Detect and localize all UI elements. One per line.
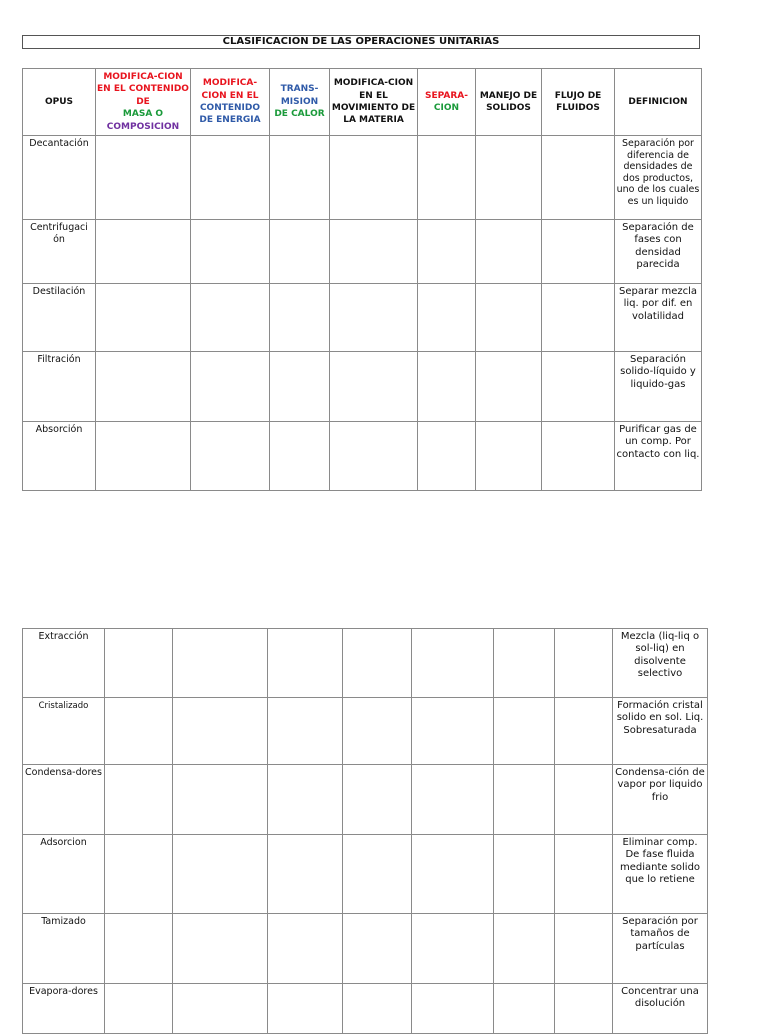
table-row <box>23 765 708 835</box>
table-row <box>23 698 708 765</box>
operation-name: Absorción <box>23 422 96 491</box>
header-masa-a: MODIFICA-CION EN EL CONTENIDO DE <box>97 72 189 107</box>
table-row <box>23 284 702 352</box>
table-row <box>23 136 702 220</box>
operation-definition: Separación por diferencia de densidades de dos productos, uno de los cuales es un liquido <box>615 136 702 220</box>
operation-name: Extracción <box>23 629 105 698</box>
operation-definition: Purificar gas de un comp. Por contacto con liq. <box>615 422 702 491</box>
header-solidos: MANEJO DE SOLIDOS <box>476 69 542 136</box>
header-calor-b: DE CALOR <box>274 109 325 120</box>
header-energia-b: CONTENIDO DE ENERGIA <box>199 103 261 126</box>
operation-name: Destilación <box>23 284 96 352</box>
operation-definition: Mezcla (liq-liq o sol-liq) en disolvente selectivo <box>613 629 708 698</box>
operation-definition: Separar mezcla liq. por dif. en volatilidad <box>615 284 702 352</box>
header-separacion-b: CION <box>433 103 460 114</box>
operations-table-2 <box>22 628 708 1034</box>
header-separacion <box>418 69 476 136</box>
operation-name: Evapora-dores <box>23 984 105 1034</box>
header-definicion: DEFINICION <box>615 69 702 136</box>
operation-definition: Formación cristal solido en sol. Liq. Sobresaturada <box>613 698 708 765</box>
operation-definition: Condensa-ción de vapor por liquido frio <box>613 765 708 835</box>
operation-name: Cristalizado <box>23 698 105 765</box>
operation-definition: Eliminar comp. De fase fluida mediante solido que lo retiene <box>613 835 708 914</box>
table-row <box>23 629 708 698</box>
operation-definition: Separación solido-líquido y liquido-gas <box>615 352 702 422</box>
operation-name: Filtración <box>23 352 96 422</box>
operation-definition: Separación de fases con densidad parecida <box>615 220 702 284</box>
header-calor-a: TRANS-MISION <box>280 84 319 107</box>
table-row <box>23 422 702 491</box>
header-movimiento: MODIFICA-CION EN EL MOVIMIENTO DE LA MATERIA <box>330 69 418 136</box>
table-row <box>23 220 702 284</box>
operation-name: Tamizado <box>23 914 105 984</box>
header-calor <box>270 69 330 136</box>
table-row <box>23 914 708 984</box>
header-separacion-a: SEPARA- <box>425 90 468 101</box>
header-energia-a: MODIFICA-CION EN EL <box>201 78 259 101</box>
table-row <box>23 352 702 422</box>
header-energia <box>191 69 270 136</box>
operation-definition: Separación por tamaños de partículas <box>613 914 708 984</box>
table-row <box>23 984 708 1034</box>
header-masa <box>96 69 191 136</box>
header-row <box>23 69 702 136</box>
table-row <box>23 835 708 914</box>
header-masa-b: MASA O <box>122 109 164 120</box>
header-masa-c: COMPOSICION <box>106 121 180 132</box>
header-opus: OPUS <box>23 69 96 136</box>
operation-name: Adsorcion <box>23 835 105 914</box>
operation-name: Decantación <box>23 136 96 220</box>
operations-table-1 <box>22 68 702 491</box>
operation-name: Condensa-dores <box>23 765 105 835</box>
operation-name: Centrifugaci ón <box>23 220 96 284</box>
header-fluidos: FLUJO DE FLUIDOS <box>542 69 615 136</box>
operation-definition: Concentrar una disolución <box>613 984 708 1034</box>
page-title: CLASIFICACION DE LAS OPERACIONES UNITARIAS <box>22 35 700 49</box>
